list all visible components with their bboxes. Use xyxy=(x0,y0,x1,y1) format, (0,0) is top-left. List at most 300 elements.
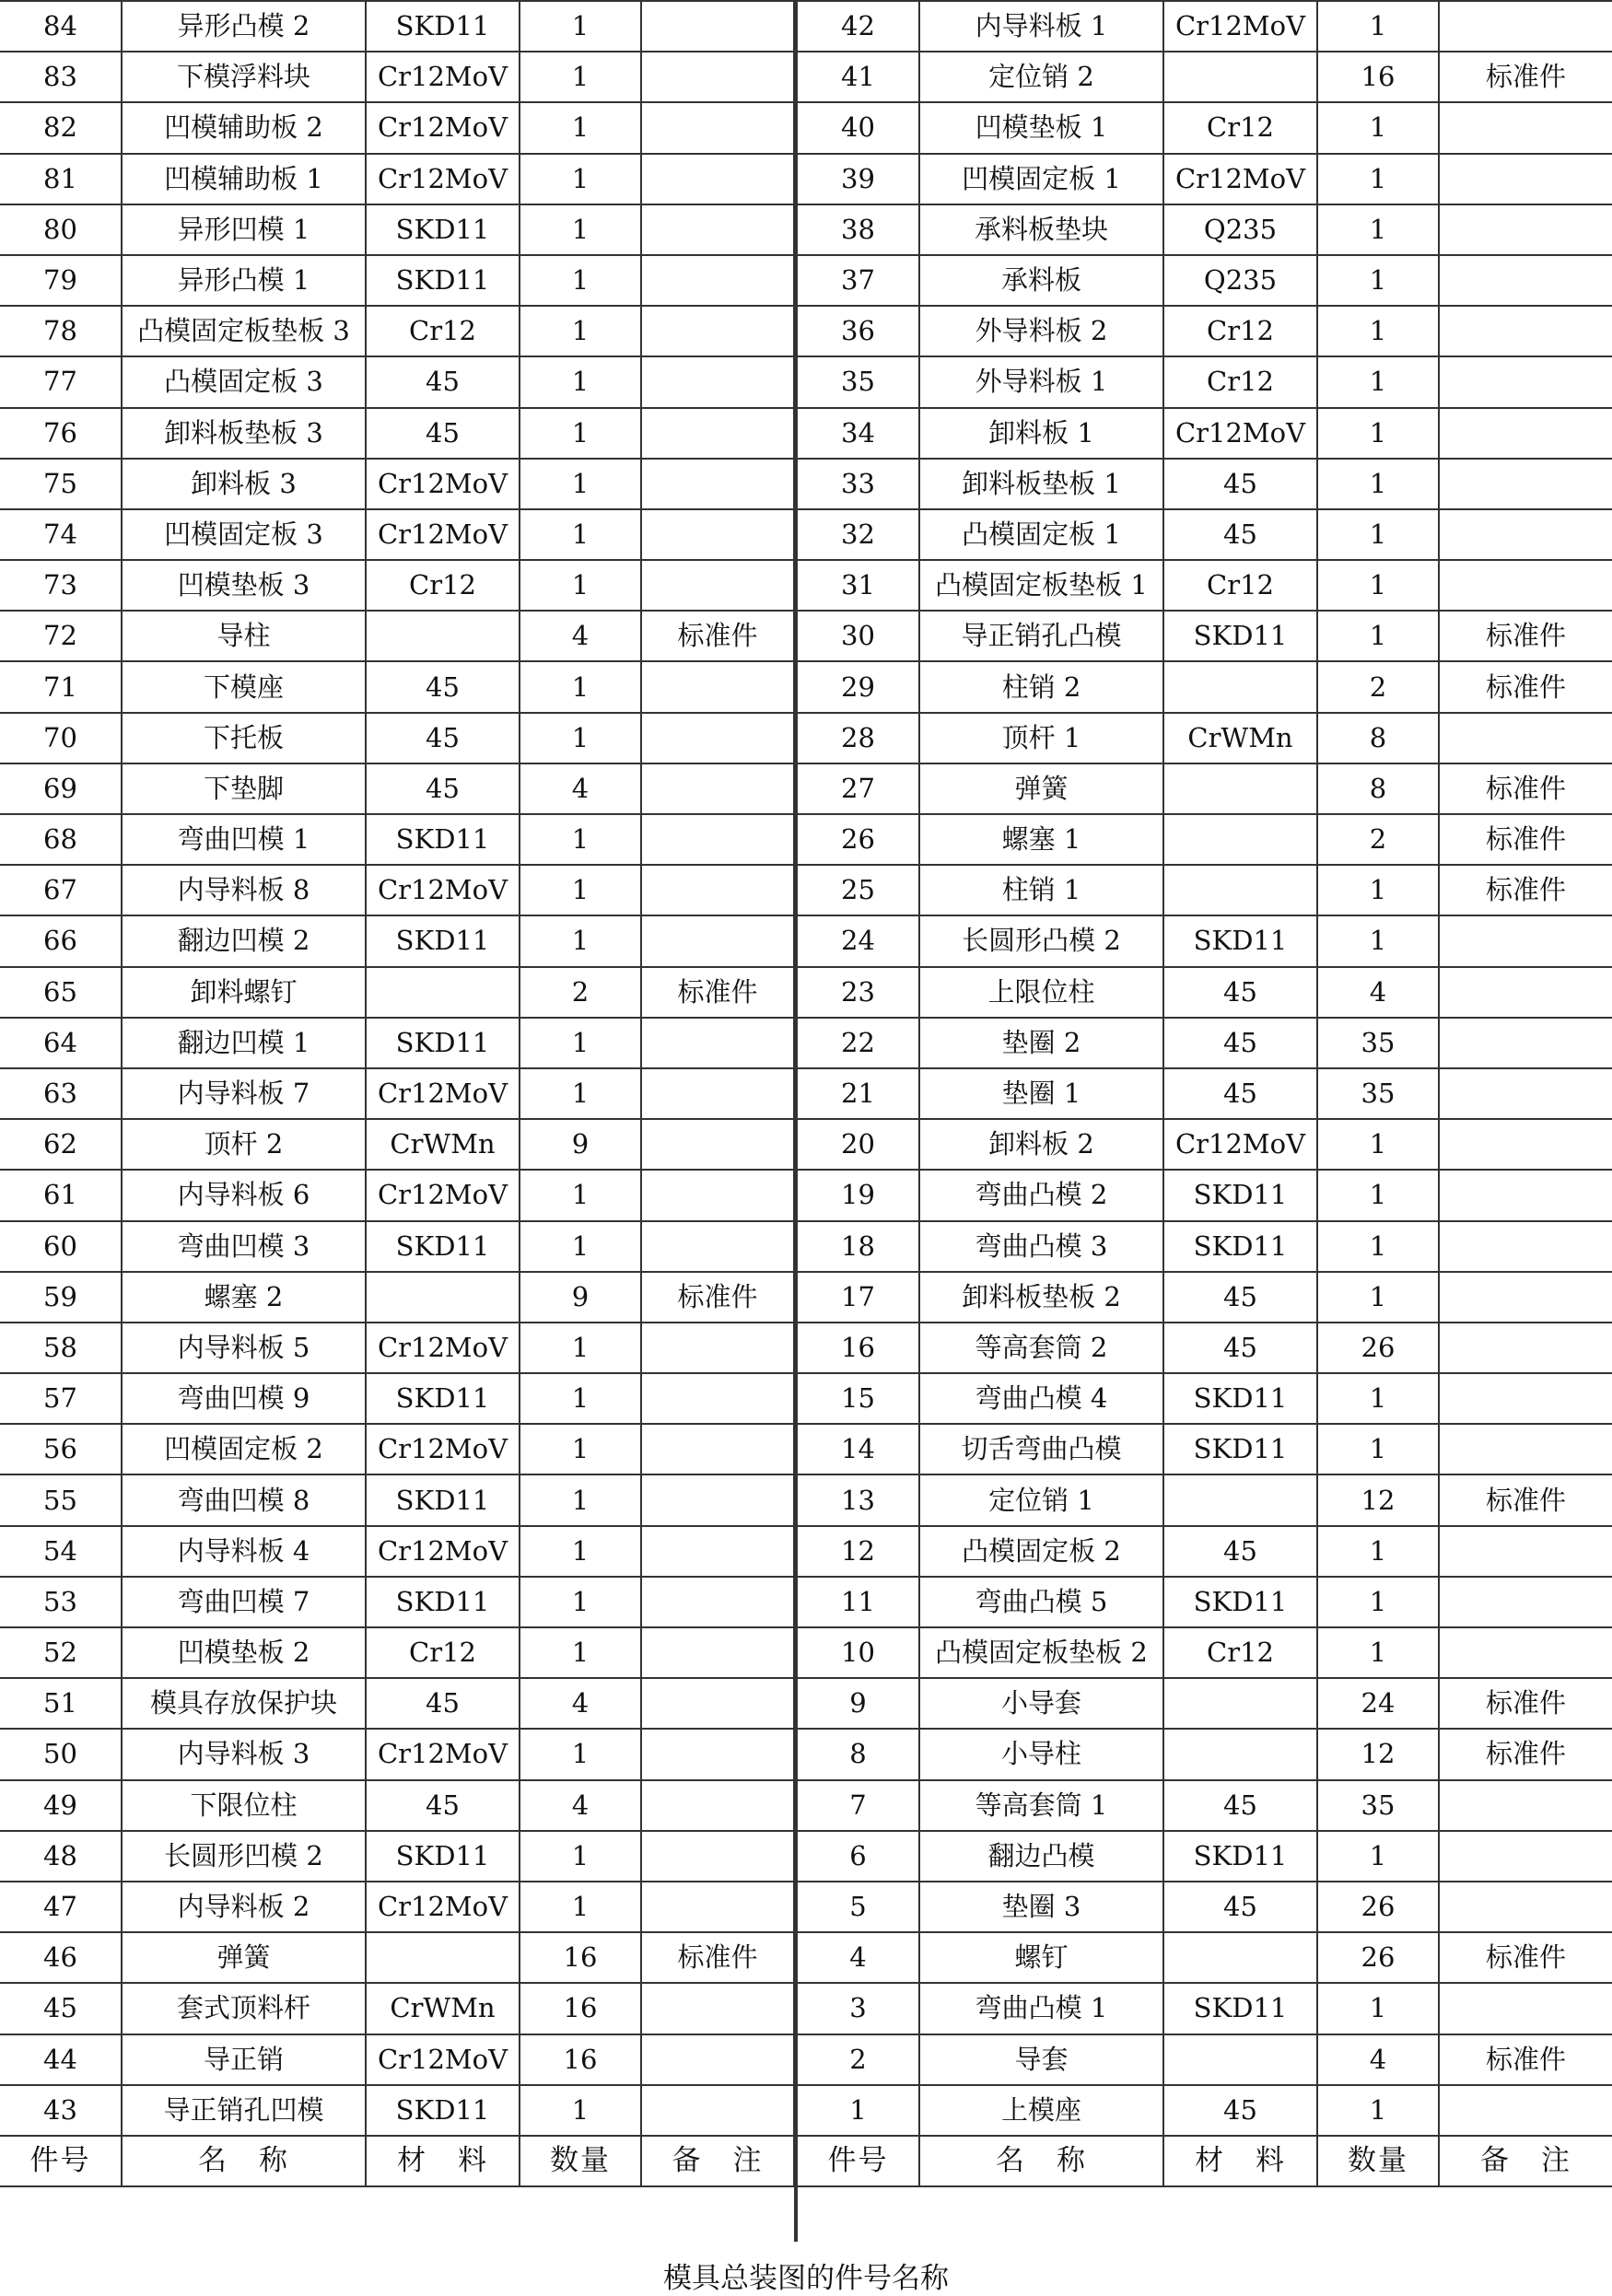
quantity-cell: 1 xyxy=(1317,459,1439,509)
table-row xyxy=(798,1983,1612,2034)
part-number-cell: 66 xyxy=(0,915,122,966)
part-number-cell: 5 xyxy=(798,1882,919,1932)
part-number-cell: 25 xyxy=(798,865,919,915)
remark-cell xyxy=(641,1780,794,1831)
part-number-cell: 29 xyxy=(798,661,919,712)
quantity-cell: 1 xyxy=(1317,2085,1439,2136)
material-cell: CrWMn xyxy=(1163,713,1317,763)
part-number-cell: 41 xyxy=(798,52,919,102)
part-number-cell: 33 xyxy=(798,459,919,509)
part-number-cell: 14 xyxy=(798,1424,919,1474)
remark-cell xyxy=(641,865,794,915)
table-row xyxy=(0,1526,794,1577)
part-name-cell: 模具存放保护块 xyxy=(122,1678,366,1729)
table-row xyxy=(798,865,1612,915)
material-cell: Cr12MoV xyxy=(366,1424,520,1474)
part-name-cell: 内导料板 4 xyxy=(122,1526,366,1577)
material-cell: 45 xyxy=(1163,459,1317,509)
part-number-cell: 67 xyxy=(0,865,122,915)
remark-cell: 标准件 xyxy=(1439,611,1612,661)
remark-cell xyxy=(641,713,794,763)
part-number-cell: 9 xyxy=(798,1678,919,1729)
part-number-cell: 38 xyxy=(798,204,919,255)
column-header: 数量 xyxy=(520,2136,641,2186)
part-number-cell: 44 xyxy=(0,2034,122,2085)
part-number-cell: 11 xyxy=(798,1577,919,1627)
material-cell: SKD11 xyxy=(366,1474,520,1525)
part-number-cell: 64 xyxy=(0,1018,122,1068)
material-cell: 45 xyxy=(1163,1882,1317,1932)
table-row xyxy=(798,1119,1612,1170)
remark-cell xyxy=(641,2085,794,2136)
quantity-cell: 1 xyxy=(520,509,641,560)
part-name-cell: 螺塞 2 xyxy=(122,1272,366,1323)
part-name-cell: 导正销 xyxy=(122,2034,366,2085)
material-cell: Cr12MoV xyxy=(366,1323,520,1373)
part-name-cell: 小导柱 xyxy=(919,1729,1163,1779)
remark-cell xyxy=(1439,1170,1612,1220)
material-cell: SKD11 xyxy=(366,2085,520,2136)
material-cell: Cr12MoV xyxy=(1163,154,1317,204)
part-name-cell: 外导料板 1 xyxy=(919,356,1163,407)
table-row xyxy=(0,1831,794,1882)
quantity-cell: 1 xyxy=(1317,1983,1439,2034)
material-cell xyxy=(1163,1474,1317,1525)
remark-cell xyxy=(1439,255,1612,306)
part-name-cell: 凹模辅助板 2 xyxy=(122,102,366,153)
table-row xyxy=(0,1729,794,1779)
part-name-cell: 凸模固定板 1 xyxy=(919,509,1163,560)
quantity-cell: 1 xyxy=(520,814,641,865)
part-number-cell: 37 xyxy=(798,255,919,306)
part-number-cell: 28 xyxy=(798,713,919,763)
material-cell: CrWMn xyxy=(366,1119,520,1170)
part-name-cell: 弯曲凸模 3 xyxy=(919,1221,1163,1272)
table-row xyxy=(798,1474,1612,1525)
table-row xyxy=(798,255,1612,306)
part-number-cell: 6 xyxy=(798,1831,919,1882)
part-name-cell: 下模浮料块 xyxy=(122,52,366,102)
quantity-cell: 1 xyxy=(520,1577,641,1627)
part-number-cell: 36 xyxy=(798,306,919,356)
part-name-cell: 翻边凹模 2 xyxy=(122,915,366,966)
remark-cell xyxy=(1439,204,1612,255)
material-cell: SKD11 xyxy=(1163,1373,1317,1424)
quantity-cell: 1 xyxy=(1317,102,1439,153)
part-number-cell: 70 xyxy=(0,713,122,763)
material-cell: Cr12MoV xyxy=(366,459,520,509)
table-row xyxy=(798,509,1612,560)
table-row xyxy=(798,967,1612,1018)
material-cell: 45 xyxy=(366,661,520,712)
table-row xyxy=(798,915,1612,966)
remark-cell: 标准件 xyxy=(1439,1932,1612,1983)
quantity-cell: 1 xyxy=(520,1323,641,1373)
part-number-cell: 24 xyxy=(798,915,919,966)
table-row xyxy=(0,255,794,306)
quantity-cell: 35 xyxy=(1317,1780,1439,1831)
table-row xyxy=(798,1780,1612,1831)
table-row xyxy=(0,204,794,255)
quantity-cell: 1 xyxy=(520,661,641,712)
part-name-cell: 螺塞 1 xyxy=(919,814,1163,865)
column-header: 材 料 xyxy=(366,2136,520,2186)
quantity-cell: 1 xyxy=(1317,1170,1439,1220)
table-row xyxy=(0,2085,794,2136)
table-row xyxy=(798,1221,1612,1272)
table-row xyxy=(0,865,794,915)
remark-cell xyxy=(1439,560,1612,611)
quantity-cell: 1 xyxy=(1317,154,1439,204)
material-cell: SKD11 xyxy=(366,1577,520,1627)
material-cell: Cr12 xyxy=(1163,306,1317,356)
material-cell: Cr12 xyxy=(366,560,520,611)
material-cell xyxy=(1163,1729,1317,1779)
part-name-cell: 上模座 xyxy=(919,2085,1163,2136)
part-name-cell: 弯曲凸模 4 xyxy=(919,1373,1163,1424)
remark-cell xyxy=(641,1627,794,1678)
material-cell xyxy=(366,1932,520,1983)
part-number-cell: 30 xyxy=(798,611,919,661)
table-row xyxy=(798,1729,1612,1779)
remark-cell xyxy=(641,204,794,255)
table-row xyxy=(0,1424,794,1474)
part-number-cell: 12 xyxy=(798,1526,919,1577)
part-name-cell: 凹模固定板 2 xyxy=(122,1424,366,1474)
quantity-cell: 4 xyxy=(520,1780,641,1831)
material-cell: 45 xyxy=(1163,1068,1317,1119)
remark-cell xyxy=(641,1,794,52)
column-header: 名 称 xyxy=(919,2136,1163,2186)
part-name-cell: 长圆形凹模 2 xyxy=(122,1831,366,1882)
quantity-cell: 1 xyxy=(520,1729,641,1779)
remark-cell xyxy=(641,1526,794,1577)
remark-cell xyxy=(1439,306,1612,356)
quantity-cell: 1 xyxy=(520,1831,641,1882)
material-cell: 45 xyxy=(366,713,520,763)
part-name-cell: 导正销孔凹模 xyxy=(122,2085,366,2136)
quantity-cell: 4 xyxy=(520,1678,641,1729)
remark-cell xyxy=(641,1119,794,1170)
table-row xyxy=(798,204,1612,255)
table-row xyxy=(798,1068,1612,1119)
part-number-cell: 20 xyxy=(798,1119,919,1170)
part-name-cell: 定位销 2 xyxy=(919,52,1163,102)
column-header: 件号 xyxy=(798,2136,919,2186)
quantity-cell: 1 xyxy=(1317,255,1439,306)
remark-cell: 标准件 xyxy=(1439,814,1612,865)
table-row xyxy=(0,814,794,865)
part-number-cell: 31 xyxy=(798,560,919,611)
remark-cell: 标准件 xyxy=(1439,2034,1612,2085)
part-name-cell: 顶杆 2 xyxy=(122,1119,366,1170)
part-name-cell: 凹模固定板 3 xyxy=(122,509,366,560)
part-number-cell: 78 xyxy=(0,306,122,356)
table-row xyxy=(0,102,794,153)
remark-cell: 标准件 xyxy=(1439,1729,1612,1779)
part-name-cell: 等高套筒 1 xyxy=(919,1780,1163,1831)
table-row xyxy=(798,1882,1612,1932)
material-cell: 45 xyxy=(366,356,520,407)
part-name-cell: 凹模垫板 1 xyxy=(919,102,1163,153)
material-cell: SKD11 xyxy=(1163,1577,1317,1627)
part-name-cell: 异形凸模 2 xyxy=(122,1,366,52)
part-name-cell: 弯曲凸模 2 xyxy=(919,1170,1163,1220)
part-name-cell: 内导料板 1 xyxy=(919,1,1163,52)
part-name-cell: 凹模固定板 1 xyxy=(919,154,1163,204)
quantity-cell: 1 xyxy=(520,1373,641,1424)
part-name-cell: 卸料螺钉 xyxy=(122,967,366,1018)
table-row xyxy=(0,661,794,712)
part-number-cell: 7 xyxy=(798,1780,919,1831)
table-row xyxy=(798,713,1612,763)
material-cell xyxy=(1163,2034,1317,2085)
table-row xyxy=(0,306,794,356)
part-name-cell: 内导料板 5 xyxy=(122,1323,366,1373)
part-number-cell: 79 xyxy=(0,255,122,306)
table-row xyxy=(0,1780,794,1831)
table-row xyxy=(0,1272,794,1323)
quantity-cell: 1 xyxy=(520,255,641,306)
part-number-cell: 81 xyxy=(0,154,122,204)
header-row xyxy=(0,2136,794,2186)
part-name-cell: 卸料板 2 xyxy=(919,1119,1163,1170)
part-number-cell: 17 xyxy=(798,1272,919,1323)
column-header: 备 注 xyxy=(641,2136,794,2186)
remark-cell xyxy=(641,2034,794,2085)
remark-cell xyxy=(1439,1424,1612,1474)
table-row xyxy=(0,1577,794,1627)
material-cell: 45 xyxy=(1163,1272,1317,1323)
remark-cell xyxy=(641,52,794,102)
quantity-cell: 1 xyxy=(1317,865,1439,915)
quantity-cell: 9 xyxy=(520,1119,641,1170)
table-row xyxy=(0,1678,794,1729)
remark-cell: 标准件 xyxy=(1439,865,1612,915)
remark-cell xyxy=(641,1678,794,1729)
part-number-cell: 21 xyxy=(798,1068,919,1119)
remark-cell xyxy=(641,356,794,407)
material-cell: Q235 xyxy=(1163,204,1317,255)
material-cell: Cr12MoV xyxy=(366,1526,520,1577)
table-row xyxy=(0,1627,794,1678)
part-number-cell: 69 xyxy=(0,763,122,814)
material-cell: CrWMn xyxy=(366,1983,520,2034)
part-number-cell: 50 xyxy=(0,1729,122,1779)
material-cell: SKD11 xyxy=(1163,1221,1317,1272)
table-row xyxy=(798,1424,1612,1474)
part-name-cell: 上限位柱 xyxy=(919,967,1163,1018)
quantity-cell: 1 xyxy=(520,1882,641,1932)
part-number-cell: 49 xyxy=(0,1780,122,1831)
part-name-cell: 弯曲凸模 5 xyxy=(919,1577,1163,1627)
part-number-cell: 23 xyxy=(798,967,919,1018)
part-number-cell: 55 xyxy=(0,1474,122,1525)
quantity-cell: 8 xyxy=(1317,763,1439,814)
quantity-cell: 2 xyxy=(1317,814,1439,865)
table-row xyxy=(0,356,794,407)
table-row xyxy=(798,52,1612,102)
part-number-cell: 1 xyxy=(798,2085,919,2136)
part-number-cell: 58 xyxy=(0,1323,122,1373)
quantity-cell: 1 xyxy=(1317,1119,1439,1170)
header-row xyxy=(798,2136,1612,2186)
material-cell xyxy=(366,1272,520,1323)
part-number-cell: 57 xyxy=(0,1373,122,1424)
table-row xyxy=(798,306,1612,356)
column-header: 名 称 xyxy=(122,2136,366,2186)
material-cell: Cr12MoV xyxy=(366,154,520,204)
table-row xyxy=(0,1170,794,1220)
quantity-cell: 1 xyxy=(1317,1831,1439,1882)
part-name-cell: 导套 xyxy=(919,2034,1163,2085)
remark-cell: 标准件 xyxy=(1439,52,1612,102)
remark-cell xyxy=(641,102,794,153)
remark-cell xyxy=(1439,1018,1612,1068)
remark-cell xyxy=(1439,967,1612,1018)
table-row xyxy=(0,1,794,52)
table-row xyxy=(0,1221,794,1272)
material-cell xyxy=(1163,763,1317,814)
part-name-cell: 导柱 xyxy=(122,611,366,661)
part-name-cell: 内导料板 7 xyxy=(122,1068,366,1119)
part-name-cell: 切舌弯曲凸模 xyxy=(919,1424,1163,1474)
material-cell xyxy=(1163,1932,1317,1983)
remark-cell xyxy=(1439,1068,1612,1119)
remark-cell xyxy=(641,1831,794,1882)
material-cell: Cr12MoV xyxy=(366,102,520,153)
material-cell: 45 xyxy=(1163,2085,1317,2136)
part-name-cell: 导正销孔凸模 xyxy=(919,611,1163,661)
material-cell: Cr12MoV xyxy=(1163,408,1317,459)
remark-cell xyxy=(641,1882,794,1932)
remark-cell xyxy=(1439,1373,1612,1424)
part-name-cell: 小导套 xyxy=(919,1678,1163,1729)
quantity-cell: 1 xyxy=(1317,1526,1439,1577)
part-name-cell: 凹模辅助板 1 xyxy=(122,154,366,204)
table-row xyxy=(0,967,794,1018)
table-row xyxy=(0,1323,794,1373)
material-cell: Cr12MoV xyxy=(366,1882,520,1932)
material-cell xyxy=(366,967,520,1018)
remark-cell xyxy=(641,1068,794,1119)
table-row xyxy=(798,1170,1612,1220)
quantity-cell: 26 xyxy=(1317,1882,1439,1932)
quantity-cell: 1 xyxy=(520,865,641,915)
table-row xyxy=(798,1577,1612,1627)
quantity-cell: 1 xyxy=(520,1424,641,1474)
quantity-cell: 16 xyxy=(520,1932,641,1983)
remark-cell xyxy=(641,1424,794,1474)
remark-cell xyxy=(641,661,794,712)
quantity-cell: 1 xyxy=(520,2085,641,2136)
quantity-cell: 12 xyxy=(1317,1729,1439,1779)
material-cell: 45 xyxy=(1163,967,1317,1018)
material-cell: Cr12MoV xyxy=(366,2034,520,2085)
part-name-cell: 下模座 xyxy=(122,661,366,712)
part-number-cell: 51 xyxy=(0,1678,122,1729)
table-row xyxy=(0,1119,794,1170)
material-cell: SKD11 xyxy=(1163,915,1317,966)
part-number-cell: 15 xyxy=(798,1373,919,1424)
part-number-cell: 54 xyxy=(0,1526,122,1577)
material-cell: 45 xyxy=(1163,1323,1317,1373)
remark-cell xyxy=(641,560,794,611)
part-number-cell: 4 xyxy=(798,1932,919,1983)
remark-cell xyxy=(1439,713,1612,763)
part-number-cell: 18 xyxy=(798,1221,919,1272)
part-name-cell: 外导料板 2 xyxy=(919,306,1163,356)
part-name-cell: 垫圈 1 xyxy=(919,1068,1163,1119)
part-name-cell: 承料板垫块 xyxy=(919,204,1163,255)
remark-cell xyxy=(641,154,794,204)
quantity-cell: 35 xyxy=(1317,1018,1439,1068)
quantity-cell: 1 xyxy=(520,560,641,611)
quantity-cell: 1 xyxy=(520,1474,641,1525)
remark-cell xyxy=(1439,2085,1612,2136)
part-name-cell: 弯曲凹模 3 xyxy=(122,1221,366,1272)
table-row xyxy=(0,509,794,560)
remark-cell xyxy=(1439,1272,1612,1323)
part-number-cell: 22 xyxy=(798,1018,919,1068)
part-number-cell: 10 xyxy=(798,1627,919,1678)
part-number-cell: 61 xyxy=(0,1170,122,1220)
part-number-cell: 43 xyxy=(0,2085,122,2136)
material-cell: 45 xyxy=(366,408,520,459)
quantity-cell: 12 xyxy=(1317,1474,1439,1525)
remark-cell xyxy=(1439,1577,1612,1627)
remark-cell xyxy=(1439,1119,1612,1170)
quantity-cell: 1 xyxy=(520,1018,641,1068)
part-number-cell: 76 xyxy=(0,408,122,459)
remark-cell xyxy=(641,1983,794,2034)
material-cell xyxy=(1163,52,1317,102)
table-row xyxy=(798,611,1612,661)
part-name-cell: 卸料板垫板 3 xyxy=(122,408,366,459)
part-number-cell: 73 xyxy=(0,560,122,611)
remark-cell xyxy=(641,408,794,459)
table-row xyxy=(798,560,1612,611)
part-name-cell: 异形凹模 1 xyxy=(122,204,366,255)
part-number-cell: 45 xyxy=(0,1983,122,2034)
remark-cell xyxy=(641,1221,794,1272)
part-number-cell: 47 xyxy=(0,1882,122,1932)
table-row xyxy=(0,611,794,661)
remark-cell: 标准件 xyxy=(1439,763,1612,814)
part-name-cell: 凸模固定板垫板 1 xyxy=(919,560,1163,611)
part-number-cell: 72 xyxy=(0,611,122,661)
material-cell: 45 xyxy=(366,1780,520,1831)
quantity-cell: 1 xyxy=(1317,915,1439,966)
remark-cell: 标准件 xyxy=(641,611,794,661)
part-number-cell: 65 xyxy=(0,967,122,1018)
material-cell: Cr12MoV xyxy=(366,865,520,915)
remark-cell: 标准件 xyxy=(1439,1474,1612,1525)
remark-cell: 标准件 xyxy=(1439,661,1612,712)
material-cell: SKD11 xyxy=(1163,1424,1317,1474)
quantity-cell: 9 xyxy=(520,1272,641,1323)
material-cell: Cr12MoV xyxy=(1163,1119,1317,1170)
table-row xyxy=(0,459,794,509)
material-cell: Cr12MoV xyxy=(366,1170,520,1220)
part-number-cell: 53 xyxy=(0,1577,122,1627)
quantity-cell: 1 xyxy=(1317,1272,1439,1323)
part-name-cell: 柱销 2 xyxy=(919,661,1163,712)
material-cell: SKD11 xyxy=(366,915,520,966)
column-header: 备 注 xyxy=(1439,2136,1612,2186)
quantity-cell: 1 xyxy=(1317,306,1439,356)
quantity-cell: 1 xyxy=(1317,408,1439,459)
